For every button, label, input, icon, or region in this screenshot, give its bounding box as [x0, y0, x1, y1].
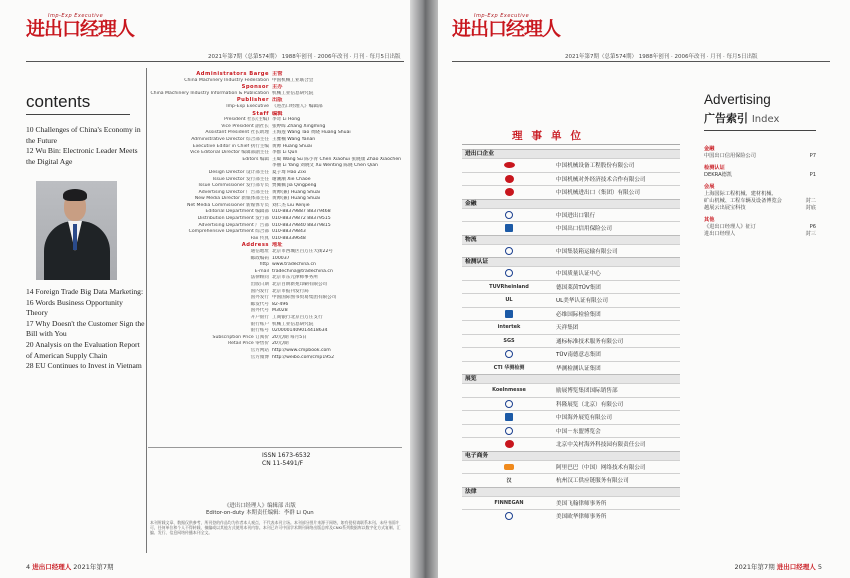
masthead-row: Comprehensive Department 综合部 010-88379843: [188, 229, 306, 235]
header-rule: [452, 61, 830, 62]
council-row: [462, 208, 680, 222]
org-logo-text: 汉: [506, 477, 512, 484]
masthead-row: Distribution Department 发行部 010-88379872 88379515: [197, 216, 331, 222]
masthead-row: Imp-Exp Executive 《进出口经理人》编辑部: [226, 103, 323, 109]
masthead-row: Subscription Price 订阅价 20元/期 每月5日: [212, 334, 307, 340]
index-category: 金融: [704, 146, 715, 152]
masthead-row: New Media Director 新媒体部主任 黄帅(兼) Huang Shuai: [194, 196, 321, 202]
org-logo-icon: [505, 211, 513, 219]
masthead-row: Issue Director 发行部主任 谢潮潮 Xie Chaoe: [212, 176, 311, 182]
masthead-section: Publisher 出版: [236, 97, 283, 104]
council-row: [462, 410, 680, 424]
org-name: UL美华认证有限公司: [556, 298, 608, 305]
council-row: [462, 509, 680, 523]
folio-right: 2021年第7期 进出口经理人 5: [734, 563, 822, 571]
index-category: 会展: [704, 184, 715, 190]
publisher-credit: 《进出口经理人》编辑部 出版 Editor-on-duty 本期责任编辑：李群 Li Qun: [206, 503, 314, 516]
masthead-row: E-mail tradechina@tradechina.cn: [254, 268, 333, 274]
org-name: 中国出口信用保险公司: [556, 226, 612, 233]
org-name: 中国集装箱运输有限公司: [556, 248, 618, 255]
toc-item[interactable]: 12 Wu Bin: Electronic Leader Meets the Digital Age: [26, 146, 138, 166]
council-row: [462, 473, 680, 487]
category-header: 电子商务: [462, 451, 680, 460]
index-title: Advertising: [704, 92, 771, 107]
masthead-row: 国外代号 M3028: [250, 308, 288, 314]
brand-cn: 进出口经理人: [26, 18, 135, 40]
org-name: 科隆展览（北京）有限公司: [556, 401, 624, 408]
index-entry[interactable]: DEKRA德凯 P1: [704, 172, 816, 178]
council-row: [462, 383, 680, 397]
masthead-section: Staff 编辑: [252, 110, 283, 117]
org-name: 阿里巴巴（中国）网络技术有限公司: [556, 464, 646, 471]
masthead-row: Design Director 设计部主任 夏子琦 Hao Zixi: [208, 169, 307, 175]
org-logo-icon: [505, 175, 514, 183]
masthead-row: 银行账户 机械工业信息研究院: [250, 321, 314, 327]
org-name: 通标标准技术服务有限公司: [556, 338, 624, 345]
masthead-row: 官方网站 http://www.cmpbook.com: [250, 347, 331, 353]
masthead-row: Editors 编辑 王蜀 Wang Su 陈小青 Chen Xiaohui 张晓康 Zhao Xiaochen: [242, 156, 402, 162]
masthead-row: Retail Price 零售价 20元/期: [228, 341, 289, 347]
masthead-row: China Machinery Industry Information & Publication 机械工业信息研究院: [150, 90, 314, 96]
council-row: [462, 293, 680, 307]
category-header: 金融: [462, 199, 680, 208]
brand-en: Imp-Exp Executive: [48, 13, 104, 19]
index-category: 其他: [704, 217, 715, 223]
issn-rule: [148, 447, 402, 448]
org-logo-icon: [505, 413, 513, 421]
ad-index: [704, 146, 816, 238]
portrait-photo: [36, 181, 117, 280]
toc-item[interactable]: 28 EU Continues to Invest in Vietnam: [26, 361, 142, 371]
index-entry[interactable]: 《进出口经理人》征订 P6: [704, 224, 816, 230]
index-subtitle: 广告索引 Index: [704, 112, 780, 125]
org-logo-text: TÜVRheinland: [489, 283, 529, 290]
issn-block: [262, 452, 311, 468]
org-name: 杭州汉工供应链服务有限公司: [556, 478, 629, 485]
org-name: 必维国际检验集团: [556, 311, 601, 318]
org-name: 美国飞翰律师事务所: [556, 500, 607, 507]
org-logo-icon: [505, 269, 513, 277]
masthead-row: 国外发行 中国国际图书贸易集团有限公司: [250, 295, 337, 301]
org-logo-icon: [505, 247, 513, 255]
index-rule: [704, 130, 816, 131]
masthead-row: 法律顾问 北京市东元律师事务所: [250, 275, 318, 281]
toc-top: [26, 125, 146, 167]
org-name: 天祥集团: [556, 325, 579, 332]
org-logo-icon: [505, 427, 513, 435]
toc-item[interactable]: 17 Why Doesn't the Customer Sign the Bill with You: [26, 318, 145, 339]
index-entry[interactable]: 上海国际工程机械、建材机械、: [704, 191, 777, 197]
masthead-row: China Machinery Industry Federation 中国机械工业联合会: [184, 77, 314, 83]
masthead-section: Address 地址: [241, 242, 283, 249]
masthead: [146, 71, 402, 361]
council-title: 理事单位: [512, 130, 590, 142]
council-row: [462, 185, 680, 199]
org-name: 北京中关村海外科技园有限责任公司: [556, 442, 646, 449]
org-logo-icon: [505, 440, 514, 448]
org-logo-icon: [505, 512, 513, 520]
org-logo-icon: [504, 464, 514, 470]
issue-line: 2021年第7期（总第574期） 1988年创刊 · 2006年改刊 · 月刊 · 每月5日出版: [565, 54, 758, 60]
category-header: 法律: [462, 487, 680, 496]
toc-item[interactable]: 20 Analysis on the Evaluation Report of American Supply Chain: [26, 339, 140, 360]
council-row: [462, 280, 680, 294]
org-logo-text: UL: [505, 297, 513, 304]
index-entry[interactable]: 矿山机械、工程车辆及设备博览会 封二: [704, 198, 816, 204]
page-gutter: [410, 0, 438, 578]
masthead-row: Advertising Department 广告部 010-88379840 88379815: [198, 222, 331, 228]
toc-item[interactable]: 10 Challenges of China's Economy in the Future: [26, 125, 141, 145]
org-name: 中国进出口银行: [556, 212, 596, 219]
org-logo-icon: [505, 224, 513, 232]
council-row: [462, 460, 680, 474]
council-row: [462, 307, 680, 321]
masthead-row: Assistant President 社长助理 王海莲 Wang Tao 黄晓 Huang Shuai: [205, 130, 351, 136]
org-logo-text: CTI 华测检测: [493, 365, 525, 372]
org-name: 美国欧华律师事务所: [556, 514, 607, 521]
council-row: [462, 172, 680, 186]
masthead-section: Administrators Barge 主管: [196, 71, 283, 77]
org-logo-icon: [505, 400, 513, 408]
masthead-row: 通信地址 北京市西城区百万庄大街22号: [250, 249, 333, 255]
index-entry[interactable]: 中国出口信用保险公司 P7: [704, 153, 816, 159]
masthead-section: Sponsor 主办: [241, 84, 283, 91]
toc-item[interactable]: 14 Foreign Trade Big Data Marketing: 16 Words Business Opportunity Theory: [26, 287, 144, 318]
masthead-row: Net Media Commissioner 新媒体专员 刘仁杰 Liu Renjie: [187, 202, 310, 208]
masthead-row: 邮发代号 82-496: [250, 301, 289, 307]
category-header: 物流: [462, 235, 680, 244]
org-name: 德国莱茵TÜV集团: [556, 284, 601, 291]
council-row: [462, 437, 680, 451]
council-row: [462, 397, 680, 411]
org-name: 中国机械对外经济技术合作有限公司: [556, 176, 646, 183]
masthead-row: Administrative Director 综合部主任 王雅楠 Wang Yanan: [191, 136, 316, 142]
council-row: [462, 244, 680, 258]
issue-line: 2021年第7期（总第574期） 1988年创刊 · 2006年改刊 · 月刊 · 每月5日出版: [208, 54, 401, 60]
fine-print: 本刊所载文章、数据仅供参考，所刊登的作品均为作者本人观点，不代表本刊立场。本刊部分图片来源于网络，如有侵权请联系本刊。未经书面许可，任何单位和个人不得转载、摘编或以其他方式使用本刊内容。本刊已许可中国学术期刊网络出版总库及CNKI系列数据库以数字化方式复制、汇编、发行、信息网络传播本刊全文。: [150, 520, 401, 536]
category-header: 展览: [462, 374, 680, 383]
index-category: 检测认证: [704, 165, 725, 171]
org-logo-icon: [504, 162, 515, 168]
org-name: 中国质量认证中心: [556, 271, 601, 278]
org-logo-icon: [505, 310, 513, 318]
council-row: [462, 424, 680, 438]
masthead-row: Editorial Department 编辑部 010-88379887 88379468: [205, 209, 331, 215]
council-row: [462, 221, 680, 235]
org-logo-text: Koelnmesse: [492, 387, 526, 394]
org-name: 中国－东盟博览会: [556, 428, 601, 435]
council-row: [462, 320, 680, 334]
org-logo-text: intertek: [497, 324, 521, 331]
index-entry[interactable]: 进出口经理人 封三: [704, 231, 816, 237]
masthead-row: Issue Commissioner 发行部专员 贾佩佩 Jia Qingpeng: [198, 183, 317, 189]
council-row: [462, 347, 680, 361]
cn-number: CN 11-5491/F: [262, 460, 304, 467]
masthead-row: 邮政编码 100037: [250, 255, 290, 261]
masthead-row: 银行账号 0200001409014418634: [250, 328, 328, 334]
org-logo-icon: [505, 350, 513, 358]
org-name: 中国机械设备工程股份有限公司: [556, 163, 635, 170]
council-row: [462, 158, 680, 172]
masthead-row: Executive Editor in Chief 执行主编 黄帅 Huang Shuai: [192, 143, 312, 149]
org-logo-icon: [505, 188, 514, 196]
masthead-row: http www.tradechina.cn: [259, 262, 316, 268]
toc-bottom: [26, 287, 146, 372]
contents-rule: [26, 114, 130, 115]
council-row: [462, 361, 680, 375]
magazine-brand: Imp-Exp Executive 进出口经理人: [452, 13, 561, 40]
magazine-brand: [26, 13, 134, 39]
org-name: 励展博览集团国际销售部: [556, 388, 618, 395]
index-entry[interactable]: 越展云出展宝科技 封底: [704, 205, 816, 211]
masthead-row: 国内发行 北京市报刊发行局: [250, 288, 309, 294]
masthead-row: Advertising Director 广告部主任 黄帅(兼) Huang Shuai: [198, 189, 321, 195]
folio-left: 4 进出口经理人 2021年第7期: [26, 563, 114, 571]
org-name: 中国机械进出口（集团）有限公司: [556, 190, 640, 197]
masthead-row: 官方微博 http://weibo.com/cmp1952: [250, 354, 335, 360]
council-row: [462, 334, 680, 348]
council-row: [462, 266, 680, 280]
category-header: 进出口企业: [462, 149, 680, 158]
org-name: 中国海外展览有限公司: [556, 415, 612, 422]
masthead-row: Vice President 副社长 张婷晖 Zhang Xingming: [221, 123, 326, 129]
issn: ISSN 1673-6532: [262, 452, 311, 459]
masthead-row: President 社长(主编) 李奇 Li Hong: [224, 117, 301, 123]
org-logo-text: FINNEGAN: [494, 499, 524, 506]
masthead-row: Fax 传真 010-88339648: [250, 235, 306, 241]
org-logo-text: SGS: [503, 337, 515, 344]
masthead-row: Vice Editorial Director 编辑部副主任 李群 Li Qun: [189, 150, 298, 156]
masthead-row: 出版日期 北京百朗新苑印刷有限公司: [250, 282, 328, 287]
header-rule: [26, 61, 404, 62]
category-header: 检测认证: [462, 257, 680, 266]
org-name: TÜV南德意志集团: [556, 352, 601, 359]
left-page: [0, 0, 418, 578]
contents-title: contents: [26, 92, 91, 111]
council-table: [462, 149, 680, 523]
council-row: [462, 496, 680, 510]
org-name: 华测检测认证集团: [556, 365, 601, 372]
masthead-row: 李丽 Li Yang 刘晓文 Xu Wenting 陈晓 Chen Qian: [272, 163, 378, 169]
council-title-rule: [462, 144, 680, 145]
masthead-row: 开户银行 工商银行北京百万庄支行: [250, 314, 323, 320]
